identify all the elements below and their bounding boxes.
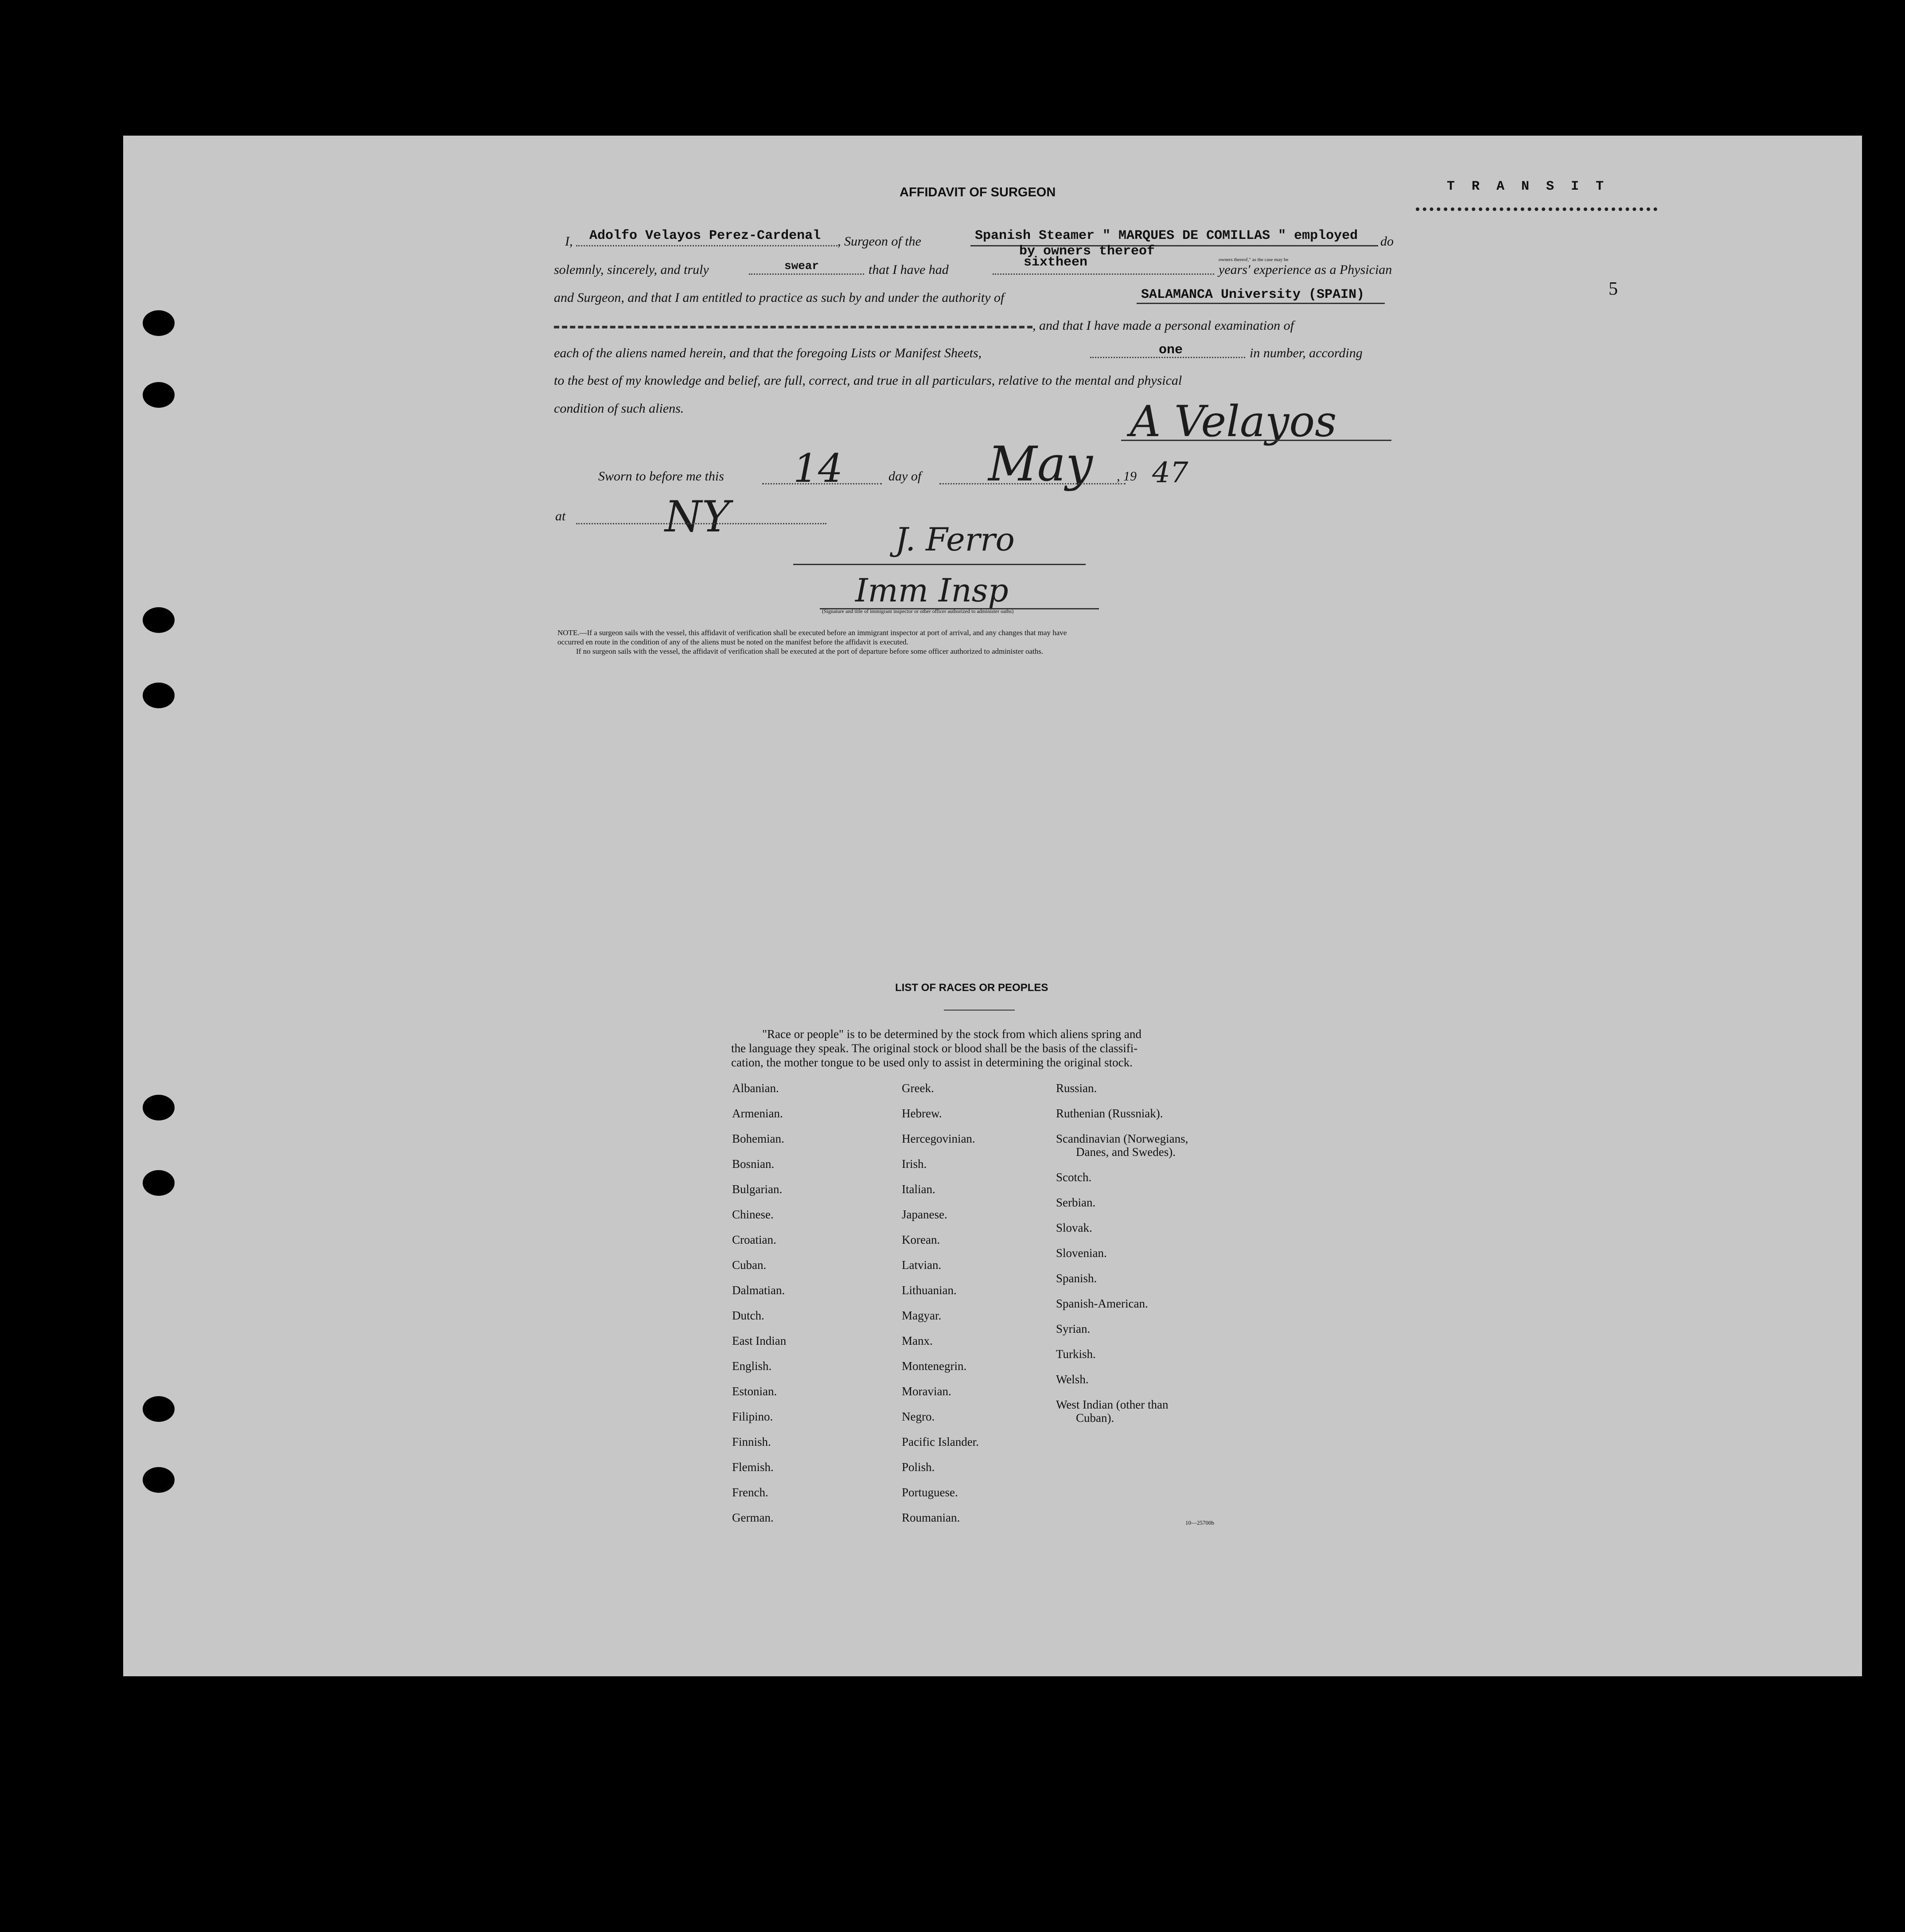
punch-hole [143, 607, 175, 633]
race-item: Pacific Islander. [902, 1435, 979, 1448]
race-item: Moravian. [902, 1385, 951, 1398]
year-prefix: , 19 [1117, 469, 1137, 484]
race-item: Japanese. [902, 1208, 947, 1221]
race-item: Lithuanian. [902, 1284, 957, 1297]
race-item: English. [732, 1359, 772, 1373]
page-number: 5 [1609, 279, 1618, 299]
note-line-3: If no surgeon sails with the vessel, the affidavit of verification shall be executed at the port of departure before some officer authorized to administer oaths. [576, 647, 1044, 656]
race-item: Slovenian. [1056, 1246, 1107, 1260]
races-intro-1: "Race or people" is to be determined by the stock from which aliens spring and [762, 1027, 1141, 1041]
sheets-count: one [1159, 343, 1183, 358]
oath-word: swear [784, 259, 819, 273]
surgeon-of-label: , Surgeon of the [838, 234, 921, 249]
affidavit-intro: I, [565, 234, 573, 249]
solemnly-label: solemnly, sincerely, and truly [554, 262, 709, 277]
race-item: Irish. [902, 1157, 927, 1171]
races-column-3 [1056, 1076, 1188, 1425]
inspector-title: Imm Insp [855, 572, 1009, 609]
punch-hole [143, 1396, 175, 1422]
authority-name: SALAMANCA University (SPAIN) [1141, 287, 1365, 302]
race-item: Cuban). [1076, 1411, 1114, 1425]
aliens-label: each of the aliens named herein, and that the foregoing Lists or Manifest Sheets, [554, 346, 982, 360]
at-label: at [555, 509, 566, 523]
punch-hole [143, 1095, 175, 1120]
punch-hole [143, 382, 175, 408]
inspector-signature: J. Ferro [895, 521, 1015, 558]
race-item: Bosnian. [732, 1157, 775, 1171]
race-item: Serbian. [1056, 1196, 1096, 1209]
race-item: Latvian. [902, 1258, 942, 1272]
race-item: West Indian (other than [1056, 1398, 1169, 1411]
knowledge-label: to the best of my knowledge and belief, are full, correct, and true in all particulars, relative to the mental and physical [554, 373, 1182, 388]
races-title-rule [944, 1010, 1015, 1011]
race-item: Negro. [902, 1410, 935, 1423]
condition-label: condition of such aliens. [554, 401, 684, 416]
race-item: Chinese. [732, 1208, 774, 1221]
races-column-2 [902, 1076, 979, 1530]
race-item: Spanish-American. [1056, 1297, 1148, 1310]
punch-hole [143, 1467, 175, 1493]
race-item: Welsh. [1056, 1373, 1089, 1386]
punch-hole [143, 683, 175, 708]
race-item: Manx. [902, 1334, 933, 1347]
authority-continuation-line [554, 326, 1032, 328]
day-of-label: day of [888, 469, 922, 484]
race-item: Spanish. [1056, 1272, 1097, 1285]
race-item: Korean. [902, 1233, 940, 1246]
years-line [993, 273, 1214, 275]
race-item: Dalmatian. [732, 1284, 785, 1297]
race-item: Danes, and Swedes). [1076, 1145, 1176, 1159]
race-item: Scotch. [1056, 1171, 1092, 1184]
oath-line [749, 273, 864, 275]
race-item: Albanian. [732, 1081, 779, 1095]
document-sheet [123, 136, 1862, 1676]
race-item: Russian. [1056, 1081, 1097, 1095]
transit-stamp: T R A N S I T [1447, 179, 1609, 194]
race-item: Ruthenian (Russniak). [1056, 1107, 1163, 1120]
race-item: Montenegrin. [902, 1359, 967, 1373]
sworn-place: NY [665, 492, 730, 542]
race-item: Croatian. [732, 1233, 776, 1246]
form-number: 10—25700b [1185, 1519, 1214, 1526]
races-column-1 [732, 1076, 786, 1530]
authority-line [1137, 303, 1385, 304]
sworn-year: 47 [1152, 457, 1188, 489]
race-item: Slovak. [1056, 1221, 1092, 1234]
authority-label: and Surgeon, and that I am entitled to practice as such by and under the authority of [554, 290, 1005, 305]
race-item: Magyar. [902, 1309, 942, 1322]
surgeon-signature-line [1121, 440, 1391, 441]
vessel-name: Spanish Steamer " MARQUES DE COMILLAS " employed [975, 228, 1358, 243]
race-item: Estonian. [732, 1385, 777, 1398]
surgeon-name: Adolfo Velayos Perez-Cardenal [589, 228, 821, 243]
race-item: Scandinavian (Norwegians, [1056, 1132, 1188, 1145]
races-title: LIST OF RACES OR PEOPLES [895, 982, 1048, 994]
had-label: that I have had [869, 262, 949, 277]
race-item: East Indian [732, 1334, 787, 1347]
in-number-label: in number, according [1250, 346, 1363, 360]
race-item: Italian. [902, 1183, 935, 1196]
day-line [762, 483, 882, 484]
race-item: Bulgarian. [732, 1183, 783, 1196]
race-item: Hebrew. [902, 1107, 942, 1120]
years-label: years' experience as a Physician [1219, 262, 1392, 277]
surgeon-name-line [576, 245, 838, 246]
sworn-month: May [988, 437, 1093, 492]
years-experience: sixtheen [1024, 255, 1088, 270]
punch-hole [143, 1170, 175, 1196]
race-item: Armenian. [732, 1107, 783, 1120]
examination-label: , and that I have made a personal examination of [1032, 318, 1294, 333]
note-line-1: NOTE.—If a surgeon sails with the vessel, this affidavit of verification shall be executed before an immigrant inspector at port of arrival, and any changes that may have [557, 628, 1067, 637]
race-item: Turkish. [1056, 1347, 1096, 1361]
race-item: Portuguese. [902, 1486, 958, 1499]
transit-dotted-rule [1416, 207, 1657, 211]
affidavit-title: AFFIDAVIT OF SURGEON [900, 185, 1056, 199]
race-item: Greek. [902, 1081, 934, 1095]
race-item: Roumanian. [902, 1511, 960, 1524]
sheets-line [1090, 357, 1245, 358]
inspector-signature-line [793, 564, 1086, 565]
races-intro-2: the language they speak. The original stock or blood shall be the basis of the classifi- [731, 1042, 1138, 1055]
note-line-2: occurred en route in the condition of any of the aliens must be noted on the manifest before the affidavit is executed. [557, 638, 908, 646]
race-item: Polish. [902, 1460, 935, 1474]
race-item: Cuban. [732, 1258, 767, 1272]
month-line [939, 483, 1126, 484]
race-item: Dutch. [732, 1309, 764, 1322]
races-intro-3: cation, the mother tongue to be used only to assist in determining the original stock. [731, 1056, 1133, 1069]
punch-hole [143, 310, 175, 336]
race-item: Hercegovinian. [902, 1132, 975, 1145]
race-item: German. [732, 1511, 774, 1524]
do-label: do [1380, 234, 1394, 249]
sworn-label: Sworn to before me this [598, 469, 724, 484]
race-item: Filipino. [732, 1410, 773, 1423]
inspector-caption: (Signature and title of immigrant inspector or other officer authorized to administer oaths) [822, 608, 1014, 614]
owners-caption: owners thereof," as the case may be [1219, 257, 1289, 262]
place-line [576, 523, 826, 524]
vessel-sub: by owners thereof [1019, 244, 1155, 259]
race-item: Bohemian. [732, 1132, 784, 1145]
surgeon-signature: A Velayos [1130, 397, 1337, 446]
sworn-day: 14 [793, 445, 843, 491]
race-item: Flemish. [732, 1460, 774, 1474]
race-item: Finnish. [732, 1435, 771, 1448]
race-item: French. [732, 1486, 768, 1499]
race-item: Syrian. [1056, 1322, 1091, 1335]
